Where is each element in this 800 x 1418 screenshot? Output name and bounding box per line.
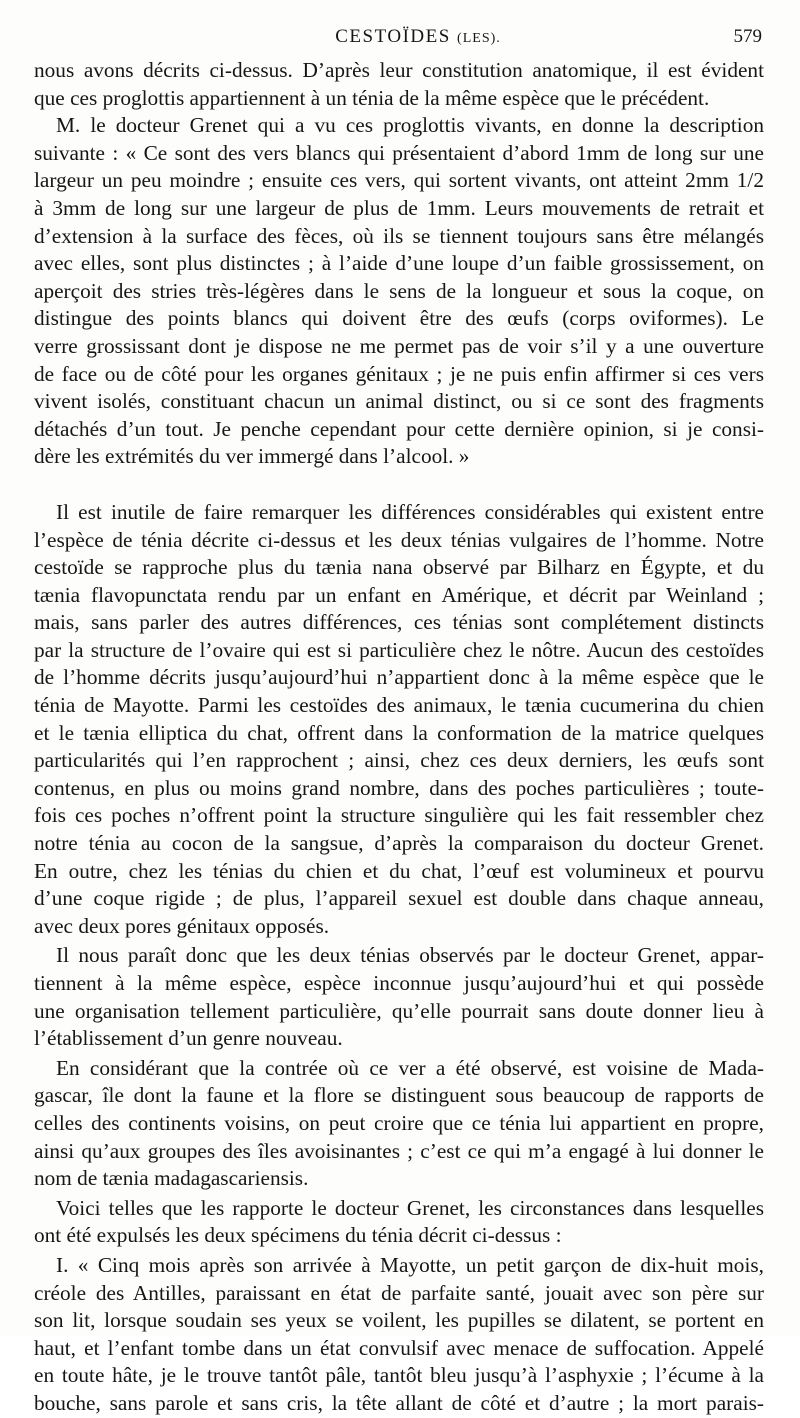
running-title-main: CESTOÏDES bbox=[335, 26, 451, 47]
text-line: ainsi qu’aux groupes des îles avoisinantes ; c’est ce qui m’a engagé à lui donner le bbox=[34, 1138, 764, 1163]
text-line: bouche, sans parole et sans cris, la tête allant de côté et d’autre ; la mort parais- bbox=[34, 1390, 764, 1415]
paragraph bbox=[34, 942, 764, 1052]
text-line: notre ténia au cocon de la sangsue, d’après la comparaison du docteur Grenet. bbox=[34, 831, 764, 856]
text-line: une organisation tellement particulière, qu’elle pourrait sans doute donner lieu à bbox=[34, 998, 764, 1023]
text-line: Il nous paraît donc que les deux ténias observés par le docteur Grenet, appar- bbox=[56, 943, 764, 968]
text-line: de face ou de côté pour les organes génitaux ; je ne puis enfin affirmer si ces vers bbox=[34, 361, 764, 386]
text-line: et le tænia elliptica du chat, offrent dans la conformation de la matrice quelques bbox=[34, 720, 764, 745]
text-line: M. le docteur Grenet qui a vu ces proglottis vivants, en donne la description bbox=[56, 113, 764, 138]
text-line: créole des Antilles, paraissant en état de parfaite santé, jouait avec son père sur bbox=[34, 1280, 764, 1305]
text-line: en toute hâte, je le trouve tantôt pâle, tantôt bleu jusqu’à l’asphyxie ; l’écume à la bbox=[34, 1363, 764, 1388]
text-line: gascar, île dont la faune et la flore se distinguent sous beaucoup de rapports de bbox=[34, 1083, 764, 1108]
text-line: contenus, en plus ou moins grand nombre, dans des poches particulières ; toute- bbox=[34, 775, 764, 800]
text-line: nom de tænia madagascariensis. bbox=[34, 1166, 309, 1191]
text-line: particularités qui l’en rapprochent ; ainsi, chez ces deux derniers, les œufs sont bbox=[34, 748, 764, 773]
text-line: d’extension à la surface des fèces, où ils se tiennent toujours sans être mélangés bbox=[34, 223, 764, 248]
text-line: son lit, lorsque soudain ses yeux se voilent, les pupilles se dilatent, se portent en bbox=[34, 1308, 764, 1333]
text-line: Il est inutile de faire remarquer les différences considérables qui existent entre bbox=[56, 499, 764, 524]
text-line: distingue des points blancs qui doivent être des œufs (corps oviformes). Le bbox=[34, 306, 764, 331]
text-line: fois ces poches n’offrent point la structure singulière qui les fait ressembler chez bbox=[34, 803, 764, 828]
text-line: avec deux pores génitaux opposés. bbox=[34, 913, 330, 938]
text-line: que ces proglottis appartiennent à un ténia de la même espèce que le précédent. bbox=[34, 85, 710, 110]
paragraph bbox=[34, 57, 764, 112]
text-line: d’une coque rigide ; de plus, l’appareil sexuel est double dans chaque anneau, bbox=[34, 886, 764, 911]
paragraph bbox=[34, 1252, 764, 1418]
paragraph bbox=[34, 1055, 764, 1193]
page-number: 579 bbox=[733, 26, 762, 47]
text-line: vivent isolés, constituant chacun un animal distinct, ou si ce sont des fragments bbox=[34, 389, 764, 414]
paragraph bbox=[34, 1195, 764, 1250]
text-line: l’espèce de ténia décrite ci-dessus et les deux ténias vulgaires de l’homme. Notre bbox=[34, 527, 764, 552]
running-title bbox=[74, 26, 762, 48]
text-line: cestoïde se rapproche plus du tænia nana observé par Bilharz en Égypte, et du bbox=[34, 555, 764, 580]
text-line: celles des continents voisins, on peut croire que ce ténia lui appartient en propre, bbox=[34, 1110, 764, 1135]
text-line: I. « Cinq mois après son arrivée à Mayotte, un petit garçon de dix-huit mois, bbox=[56, 1252, 764, 1277]
text-line: En outre, chez les ténias du chien et du chat, l’œuf est volumineux et pourvu bbox=[34, 858, 764, 883]
text-line: suivante : « Ce sont des vers blancs qui présentaient d’abord 1mm de long sur une bbox=[34, 140, 764, 165]
text-line: à 3mm de long sur une largeur de plus de 1mm. Leurs mouvements de retrait et bbox=[34, 195, 764, 220]
text-line: Voici telles que les rapporte le docteur Grenet, les circonstances dans lesquelles bbox=[56, 1195, 764, 1220]
text-line: haut, et l’enfant tombe dans un état convulsif avec menace de suffocation. Appelé bbox=[34, 1335, 764, 1360]
paragraph bbox=[34, 499, 764, 941]
running-title-suffix: (LES). bbox=[457, 31, 501, 46]
text-line: verre grossissant dont je dispose ne me permet pas de voir s’il y a une ouverture bbox=[34, 333, 764, 358]
text-line: avec elles, sont plus distinctes ; à l’aide d’une loupe d’un faible grossissement, on bbox=[34, 251, 764, 276]
text-line: largeur un peu moindre ; ensuite ces vers, qui sortent vivants, ont atteint 2mm 1/2 bbox=[34, 168, 764, 193]
text-line: détachés d’un tout. Je penche cependant pour cette dernière opinion, si je consi- bbox=[34, 416, 764, 441]
text-line: de l’homme décrits jusqu’aujourd’hui n’appartient donc à la même espèce que le bbox=[34, 665, 764, 690]
text-line: l’établissement d’un genre nouveau. bbox=[34, 1026, 343, 1051]
text-line: par la structure de l’ovaire qui est si particulière chez le nôtre. Aucun des cestoïdes bbox=[34, 637, 764, 662]
text-line: ont été expulsés les deux spécimens du ténia décrit ci-dessus : bbox=[34, 1223, 562, 1248]
text-line: tænia flavopunctata rendu par un enfant en Amérique, et décrit par Weinland ; bbox=[34, 582, 764, 607]
text-line: mais, sans parler des autres différences, ces ténias sont complétement distincts bbox=[34, 610, 764, 635]
text-line: ténia de Mayotte. Parmi les cestoïdes des animaux, le tænia cucumerina du chien bbox=[34, 693, 764, 718]
text-line: nous avons décrits ci-dessus. D’après leur constitution anatomique, il est évident bbox=[34, 58, 764, 82]
text-line: dère les extrémités du ver immergé dans l’alcool. » bbox=[34, 444, 470, 469]
page-body bbox=[34, 57, 764, 1418]
text-line: aperçoit des stries très-légères dans le sens de la longueur et sous la coque, on bbox=[34, 278, 764, 303]
text-line: En considérant que la contrée où ce ver a été observé, est voisine de Mada- bbox=[56, 1055, 764, 1080]
running-header bbox=[34, 26, 762, 50]
text-line: tiennent à la même espèce, espèce inconnue jusqu’aujourd’hui et qui possède bbox=[34, 971, 764, 995]
paragraph bbox=[34, 112, 764, 471]
section-gap bbox=[34, 471, 764, 499]
